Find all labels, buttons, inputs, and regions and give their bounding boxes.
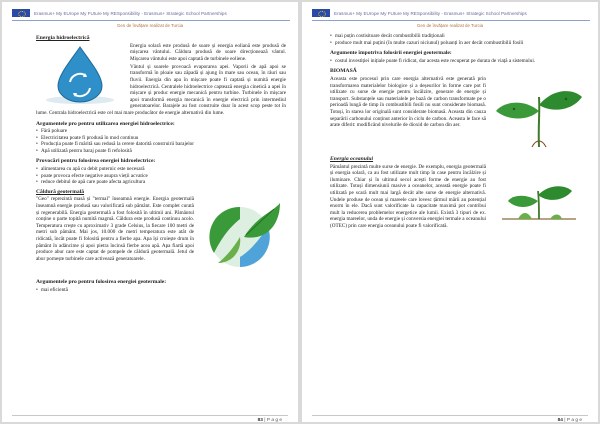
- page-footer: [312, 415, 588, 422]
- hydro-cons-list: [36, 166, 286, 186]
- section-title-geothermal: Căldură geotermală: [36, 188, 85, 195]
- plant-illustration: [492, 77, 586, 151]
- green-earth-illustration: [200, 197, 286, 273]
- water-drop-illustration: [36, 44, 124, 106]
- header-text: Erasmus+ My EUrope My FUture My RESponsibility - Erasmus+ Strategic School Partnerships: [334, 10, 527, 16]
- list-item: • Electricitatea poate fi produsă în mod continuu: [36, 135, 286, 142]
- section-title-hydro: Energia hidroelectrică: [36, 35, 90, 41]
- geothermal-pros-title: Argumentele pro pentru folosirea energiei geotermale:: [36, 279, 167, 286]
- page-footer: [12, 415, 288, 422]
- header-subtitle: Gen de învățare realizat de Turcia: [116, 23, 184, 28]
- header-subtitle: Gen de învățare realizat de Turcia: [416, 23, 484, 28]
- geothermal-cons-title: Argumente împotriva folosirii energiei geotermale:: [330, 50, 452, 57]
- section-title-biomass: BIOMASĂ: [330, 68, 357, 75]
- right-page: [302, 2, 598, 422]
- hydro-cons-title: Provocări pentru folosirea energiei hidroelectrice:: [36, 158, 156, 165]
- eu-flag-icon: [312, 9, 330, 17]
- left-page: [2, 2, 298, 422]
- right-body: [330, 32, 586, 231]
- hydro-intro: Energia solară este produsă de soare și energia eoliană este produsă de mișcarea vântului. Căldura produsă de soare direcționează vântul. Mișcarea vântului este apoi captată de turbinele eoliene.: [130, 42, 286, 62]
- ocean-para: Pământul prezintă multe surse de energie. De exemplu, energia geotermală și energia solară, ca au fost utilizate mult timp în case pentru încălzire și iluminare. Chiar și în ultimul secol acești forme de energie au fost utilizate. Totuși dimensiunii masive a oceanelor, această energie poate fi utilizată pe scară mult mai largă decât alte surse de energie alternativă. Undele produse de ocean și mareele care lovesc țărmul mării au potențial enorm în ele. Dacă sunt valorificate la capacitate maximă pot contribui mult la reducerea problemelor energetice ale lumii. Există 3 tipuri de ex. energia mareelor, unda de energie și conversia energiei termale a oceanului (OTEC) prin care energia oceanului poate fi valorificată.: [330, 163, 486, 229]
- eu-flag-icon: [12, 9, 30, 17]
- sprout-illustration: [492, 165, 586, 225]
- list-item: • mai eficientă: [36, 287, 286, 294]
- page-number: 83 | P a g e: [257, 418, 282, 422]
- geothermal-para: "Geo" reprezintă masă și "termal" înseamnă energie. Energia geotermală înseamnă energie produsă sau valorificată sub pământ. Este complet curată și regenerabilă. Energia geotermală a fost folosită în ultimii ani. Pământul conține o parte topită numită magmă. Căldura este produsă continuu acolo. Temperatura crește cu aproximativ 3 grade Celsius, la fiecare 100 metri de metri sub pământ. Mai jos, 10.000 de metri temperatura este atât de ridicată, încât poate fi folosită pentru a fierbe apa. Apa își croiește drum în pământ în adâncime și apoi pietra încinsă fierbe acea apă. Apa fiartă apoi produce abur care este captat de pompele de căldură geotermală. Jetul de abur pornește turbinele care activează generatoarele.: [36, 196, 194, 262]
- list-item: • produce mult mai puțini (în multe cazuri niciunul) poluanți în aer decât combustibilii fosili: [330, 40, 586, 47]
- hydro-pros-list: [36, 128, 286, 154]
- list-item: • reduce debitul de apă care poate afecta agricultura: [36, 179, 286, 186]
- list-item: • mai puțin costisitoare decât combustibilii tradiționali: [330, 33, 586, 40]
- geothermal-pros-list: [36, 287, 286, 294]
- geothermal-cons-list: [330, 58, 586, 65]
- page-header: [312, 8, 590, 18]
- left-body: [36, 32, 286, 296]
- list-item: • poate provoca efecte negative asupra vieții acvatice: [36, 173, 286, 180]
- list-item: • Producția poate fi mărită sau redusă la cerere datorită construirii barajelor: [36, 141, 286, 148]
- list-item: • costul investiției inițiale poate fi ridicat, dar acesta este recuperat pe durata de viață a sistemului.: [330, 58, 586, 65]
- geothermal-pros-cont: [330, 33, 586, 46]
- list-item: • Apă utilizată pentru baraj poate fi refolosită: [36, 148, 286, 155]
- header-rule: [312, 20, 590, 21]
- list-item: • alimentarea cu apă cu debit puternic este necesară: [36, 166, 286, 173]
- header-text: Erasmus+ My EUrope My FUture My RESponsibility - Erasmus+ Strategic School Partnerships: [34, 10, 227, 16]
- biomass-para: Aceasta este procesul prin care energia alternativă este generată prin transformarea materialelor biologice și a deșeurilor în forme care pot fi utilizate cu surse de energie pentru încălzire, generare de energie și transport. Substanțele sau materialele pe bază de carbon transformate pe o perioadă lungă de timp în combustibili fosili nu sunt considerate biomasă. Totuși, în starea lor originală sunt considerate biomasă. Aceasta din cauza separării carbonului conținut anterior în ciclu de carbon. Aceasta le face să arate diferit: modificând nivelurile de dioxid de carbon din aer.: [330, 75, 486, 129]
- page-number: 84 | P a g e: [557, 418, 582, 422]
- header-rule: [12, 20, 290, 21]
- page-header: [12, 8, 290, 18]
- hydro-para: Vântul și soarele provoacă evaporarea apei. Vaporii de apă apoi se transformă în ploaie sau zăpadă și ajung în mare sau ocean, în râuri sau fluvii. Energia din apa în mișcare poate fi captată și numită energie hidroelectrică. Centralele hidroelectrice captează energia cinetică a apei în mișcare și produc energie mecanică pentru turbine. Turbinele în mișcare apoi transformă energia mecanică în energie electrică prin intermediul generatoarelor. Barajele au fost construite doar în acest scop peste tot în lume. Centrala hidroelectrică este cel mai mare producător de energie alternativă din lume.: [36, 63, 286, 116]
- list-item: • Fără poluare: [36, 128, 286, 135]
- hydro-pros-title: Argumentele pro pentru utilizarea energiei hidroelectrice:: [36, 120, 175, 127]
- section-title-ocean: Energia oceanului: [330, 155, 374, 162]
